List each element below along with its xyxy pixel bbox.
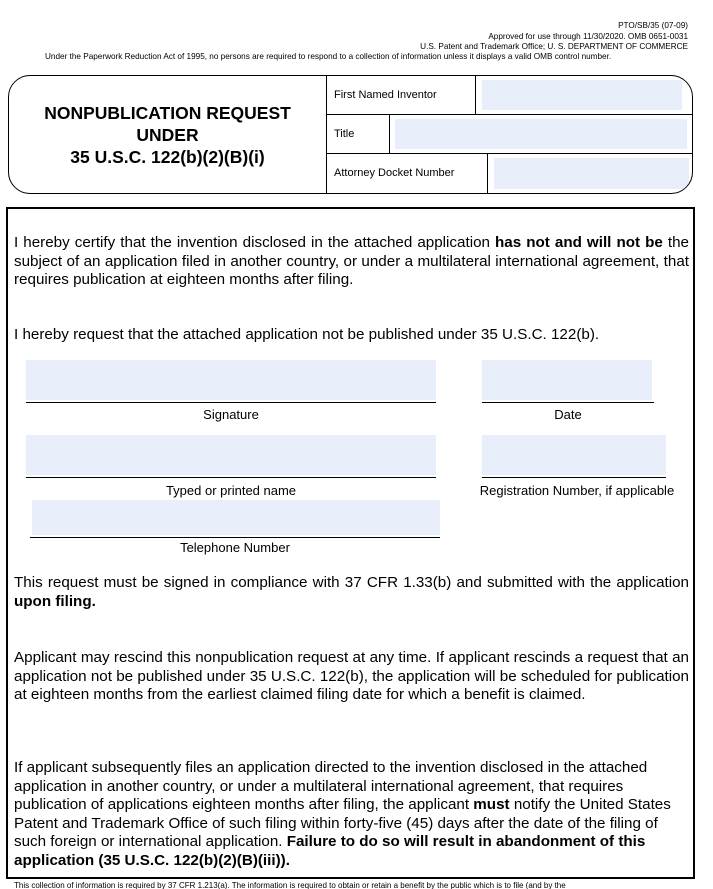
form-title: [9, 76, 327, 193]
title-box: [8, 75, 693, 194]
signing-emphasis: upon filing.: [14, 592, 96, 610]
first-named-inventor-input[interactable]: [482, 80, 682, 110]
signing-text: This request must be signed in compliance with 37 CFR 1.33(b) and submitted with the application: [14, 574, 689, 591]
request-paragraph: I hereby request that the attached application not be published under 35 U.S.C. 122(b).: [14, 326, 600, 343]
signature-label: Signature: [203, 407, 259, 422]
main-content-box: [6, 207, 695, 879]
rescind-paragraph: Applicant may rescind this nonpublication request at any time. If applicant rescinds a request that an application not be published under 35 U.S.C. 122(b), the application will be scheduled for publication at eighteen months from the earliest claimed filing date for which a benefit is claimed.: [14, 649, 689, 703]
typed-name-label: Typed or printed name: [165, 483, 297, 498]
foreign-must: must: [473, 796, 510, 813]
paperwork-notice: Under the Paperwork Reduction Act of 1995, no persons are required to respond to a collection of information unless it displays a valid OMB control number.: [45, 52, 612, 61]
approval-notice: Approved for use through 11/30/2020. OMB 0651-0031: [488, 31, 688, 41]
registration-number-line: [482, 477, 666, 478]
field-divider: [475, 76, 476, 114]
signature-input[interactable]: [26, 360, 436, 400]
typed-name-line: [26, 477, 436, 478]
foreign-text: If applicant subsequently files an application directed to the invention disclosed in the attached application in another country, or under a multilateral international agreement, that requires publication of applications eighteen months after filing, the applicant: [14, 759, 648, 813]
foreign-warning: Failure to do so will result in abandonment of this application (35 U.S.C. 122(b)(2)(B)(iii)).: [14, 833, 646, 869]
attorney-docket-label: Attorney Docket Number: [334, 167, 455, 179]
telephone-label: Telephone Number: [180, 540, 290, 555]
first-named-inventor-row: [327, 76, 693, 115]
title-line-1: NONPUBLICATION REQUEST: [44, 102, 291, 123]
foreign-text-cont: notify the United States Patent and Trademark Office of such filing within forty-five (45) days after the date of the filing of such foreign or international application.: [14, 796, 671, 850]
certify-text: I hereby certify that the invention disclosed in the attached application: [14, 234, 496, 251]
title-line-2: UNDER: [136, 124, 199, 145]
title-input[interactable]: [395, 119, 687, 149]
registration-number-label: Registration Number, if applicable: [479, 483, 675, 498]
form-number: PTO/SB/35 (07-09): [618, 21, 688, 30]
telephone-input[interactable]: [32, 500, 440, 535]
date-input[interactable]: [482, 360, 652, 400]
signing-requirement-paragraph: [14, 574, 689, 611]
title-line-3: 35 U.S.C. 122(b)(2)(B)(i): [70, 146, 265, 167]
field-divider: [487, 154, 488, 193]
certification-paragraph: [14, 234, 689, 290]
first-named-inventor-label: First Named Inventor: [334, 89, 437, 101]
date-label: Date: [554, 407, 582, 422]
certify-emphasis: has not and will not be: [495, 234, 663, 251]
signature-line: [26, 402, 436, 403]
date-line: [482, 402, 654, 403]
title-label: Title: [334, 128, 355, 140]
registration-number-input[interactable]: [482, 435, 666, 475]
footer-notice: This collection of information is required by 37 CFR 1.213(a). The information is required to obtain or retain a benefit by the public which is to file (and by the: [14, 881, 566, 889]
field-divider: [389, 115, 390, 153]
certify-text-cont: the subject of an application filed in another country, or under a multilateral international agreement, that requires publication at eighteen months after filing.: [14, 234, 689, 288]
title-row: [327, 115, 693, 154]
foreign-filing-paragraph: [14, 759, 689, 870]
telephone-line: [30, 537, 440, 538]
agency-name: U.S. Patent and Trademark Office; U. S. DEPARTMENT OF COMMERCE: [420, 42, 688, 51]
attorney-docket-input[interactable]: [494, 158, 689, 189]
typed-name-input[interactable]: [26, 435, 436, 475]
attorney-docket-row: [327, 154, 693, 193]
form-header: [420, 21, 688, 53]
